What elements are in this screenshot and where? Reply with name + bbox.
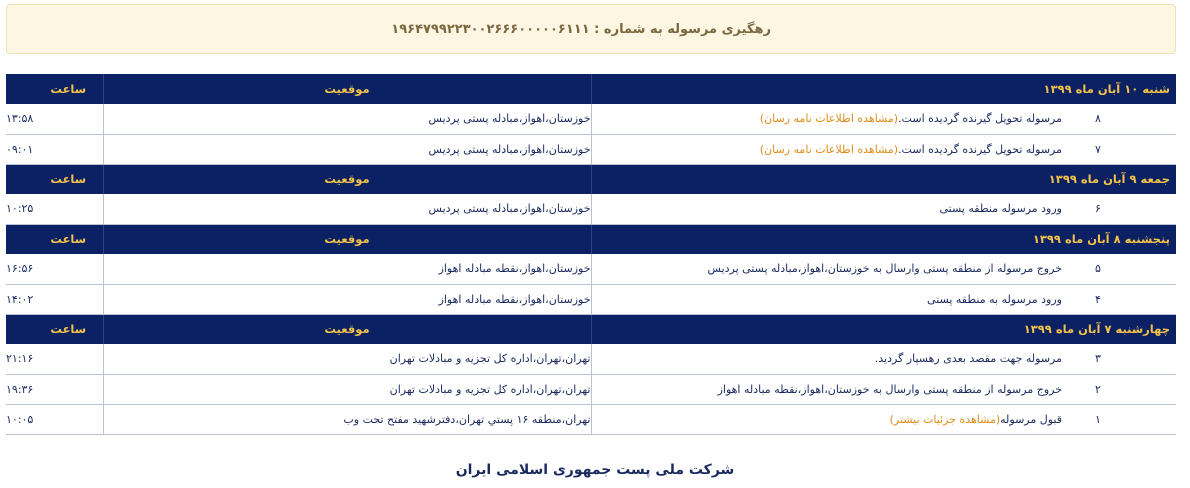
event-description-cell (591, 284, 1176, 314)
event-number: ۸ (1095, 112, 1101, 126)
event-row (6, 134, 1176, 164)
event-description: قبول مرسوله (1000, 412, 1062, 426)
details-link[interactable]: (مشاهده جزئیات بیشتر) (889, 412, 1001, 426)
time-column-header: ساعت (50, 172, 87, 187)
event-time: ۱۴:۰۲ (6, 292, 34, 306)
details-link[interactable]: (مشاهده اطلاعات نامه رسان) (759, 112, 899, 126)
location-column-header: موقعیت (103, 224, 591, 254)
event-location: تهران،تهران،اداره کل تجزیه و مبادلات تهران (103, 374, 591, 404)
date-header: جمعه ۹ آبان ماه ۱۳۹۹ (591, 164, 1176, 194)
location-column-header: موقعیت (103, 74, 591, 104)
event-description-cell (591, 194, 1176, 224)
event-location: خوزستان،اهواز،مبادله پستی پردیس (103, 194, 591, 224)
event-description-cell (591, 254, 1176, 284)
event-time: ۱۳:۵۸ (6, 112, 34, 126)
details-link[interactable]: (مشاهده اطلاعات نامه رسان) (759, 142, 899, 156)
event-number: ۶ (1095, 202, 1101, 216)
event-time: ۱۰:۰۵ (6, 412, 34, 426)
event-location: خوزستان،اهواز،مبادله پستی پردیس (103, 134, 591, 164)
date-header-row (6, 224, 1176, 254)
event-number: ۱ (1095, 412, 1101, 426)
event-description-cell (591, 104, 1176, 134)
event-description-cell (591, 344, 1176, 374)
event-location: تهران،تهران،اداره کل تجزیه و مبادلات تهران (103, 344, 591, 374)
event-time: ۱۶:۵۶ (6, 262, 34, 276)
event-description-cell (591, 134, 1176, 164)
event-time: ۱۰:۲۵ (6, 202, 34, 216)
event-description: مرسوله جهت مقصد بعدی رهسپار گردید. (874, 352, 1062, 366)
date-header-row (6, 164, 1176, 194)
time-column-header: ساعت (50, 322, 87, 337)
event-row (6, 104, 1176, 134)
event-row (6, 194, 1176, 224)
tracking-banner (6, 4, 1176, 54)
event-location: خوزستان،اهواز،مبادله پستی پردیس (103, 104, 591, 134)
event-time: ۰۹:۰۱ (6, 142, 34, 156)
date-header-row (6, 74, 1176, 104)
event-number: ۷ (1095, 142, 1101, 156)
tracking-table (6, 74, 1176, 435)
date-header: چهارشنبه ۷ آبان ماه ۱۳۹۹ (591, 314, 1176, 344)
time-column-header: ساعت (50, 82, 87, 96)
date-header: پنجشنبه ۸ آبان ماه ۱۳۹۹ (591, 224, 1176, 254)
location-column-header: موقعیت (103, 164, 591, 194)
event-description: ورود مرسوله به منطقه پستی (927, 292, 1062, 306)
event-location: خوزستان،اهواز،نقطه مبادله اهواز (103, 254, 591, 284)
event-description-cell (591, 404, 1176, 434)
event-number: ۵ (1095, 262, 1101, 276)
event-row (6, 404, 1176, 434)
date-header-row (6, 314, 1176, 344)
event-location: خوزستان،اهواز،نقطه مبادله اهواز (103, 284, 591, 314)
event-description-cell (591, 374, 1176, 404)
date-header: شنبه ۱۰ آبان ماه ۱۳۹۹ (591, 74, 1176, 104)
event-number: ۴ (1095, 292, 1101, 306)
event-number: ۲ (1095, 382, 1101, 396)
event-row (6, 284, 1176, 314)
event-description: خروج مرسوله از منطقه پستی وارسال به خوزستان،اهواز،مبادله پستی پردیس (707, 262, 1062, 276)
footer-company-name: شرکت ملی پست جمهوری اسلامی ایران (455, 462, 735, 478)
event-row (6, 254, 1176, 284)
event-description: مرسوله تحویل گیرنده گردیده است. (898, 142, 1062, 156)
event-description: خروج مرسوله از منطقه پستی وارسال به خوزستان،اهواز،نقطه مبادله اهواز (717, 382, 1062, 396)
event-row (6, 344, 1176, 374)
event-time: ۲۱:۱۶ (6, 352, 34, 366)
event-number: ۳ (1095, 352, 1101, 366)
event-row (6, 374, 1176, 404)
time-column-header: ساعت (50, 232, 87, 247)
event-time: ۱۹:۳۶ (6, 382, 34, 396)
location-column-header: موقعیت (103, 314, 591, 344)
event-description: مرسوله تحویل گیرنده گردیده است. (898, 112, 1062, 126)
event-description: ورود مرسوله منطقه پستی (939, 202, 1062, 216)
tracking-number-title: رهگیری مرسوله به شماره : ۱۹۶۴۷۹۹۲۲۳۰۰۲۶۶۶۰۰۰۰۰۶۱۱۱ (391, 22, 771, 37)
event-location: تهران،منطقه ۱۶ پستي تهران،دفترشهید مفتح تحت وب (103, 404, 591, 434)
